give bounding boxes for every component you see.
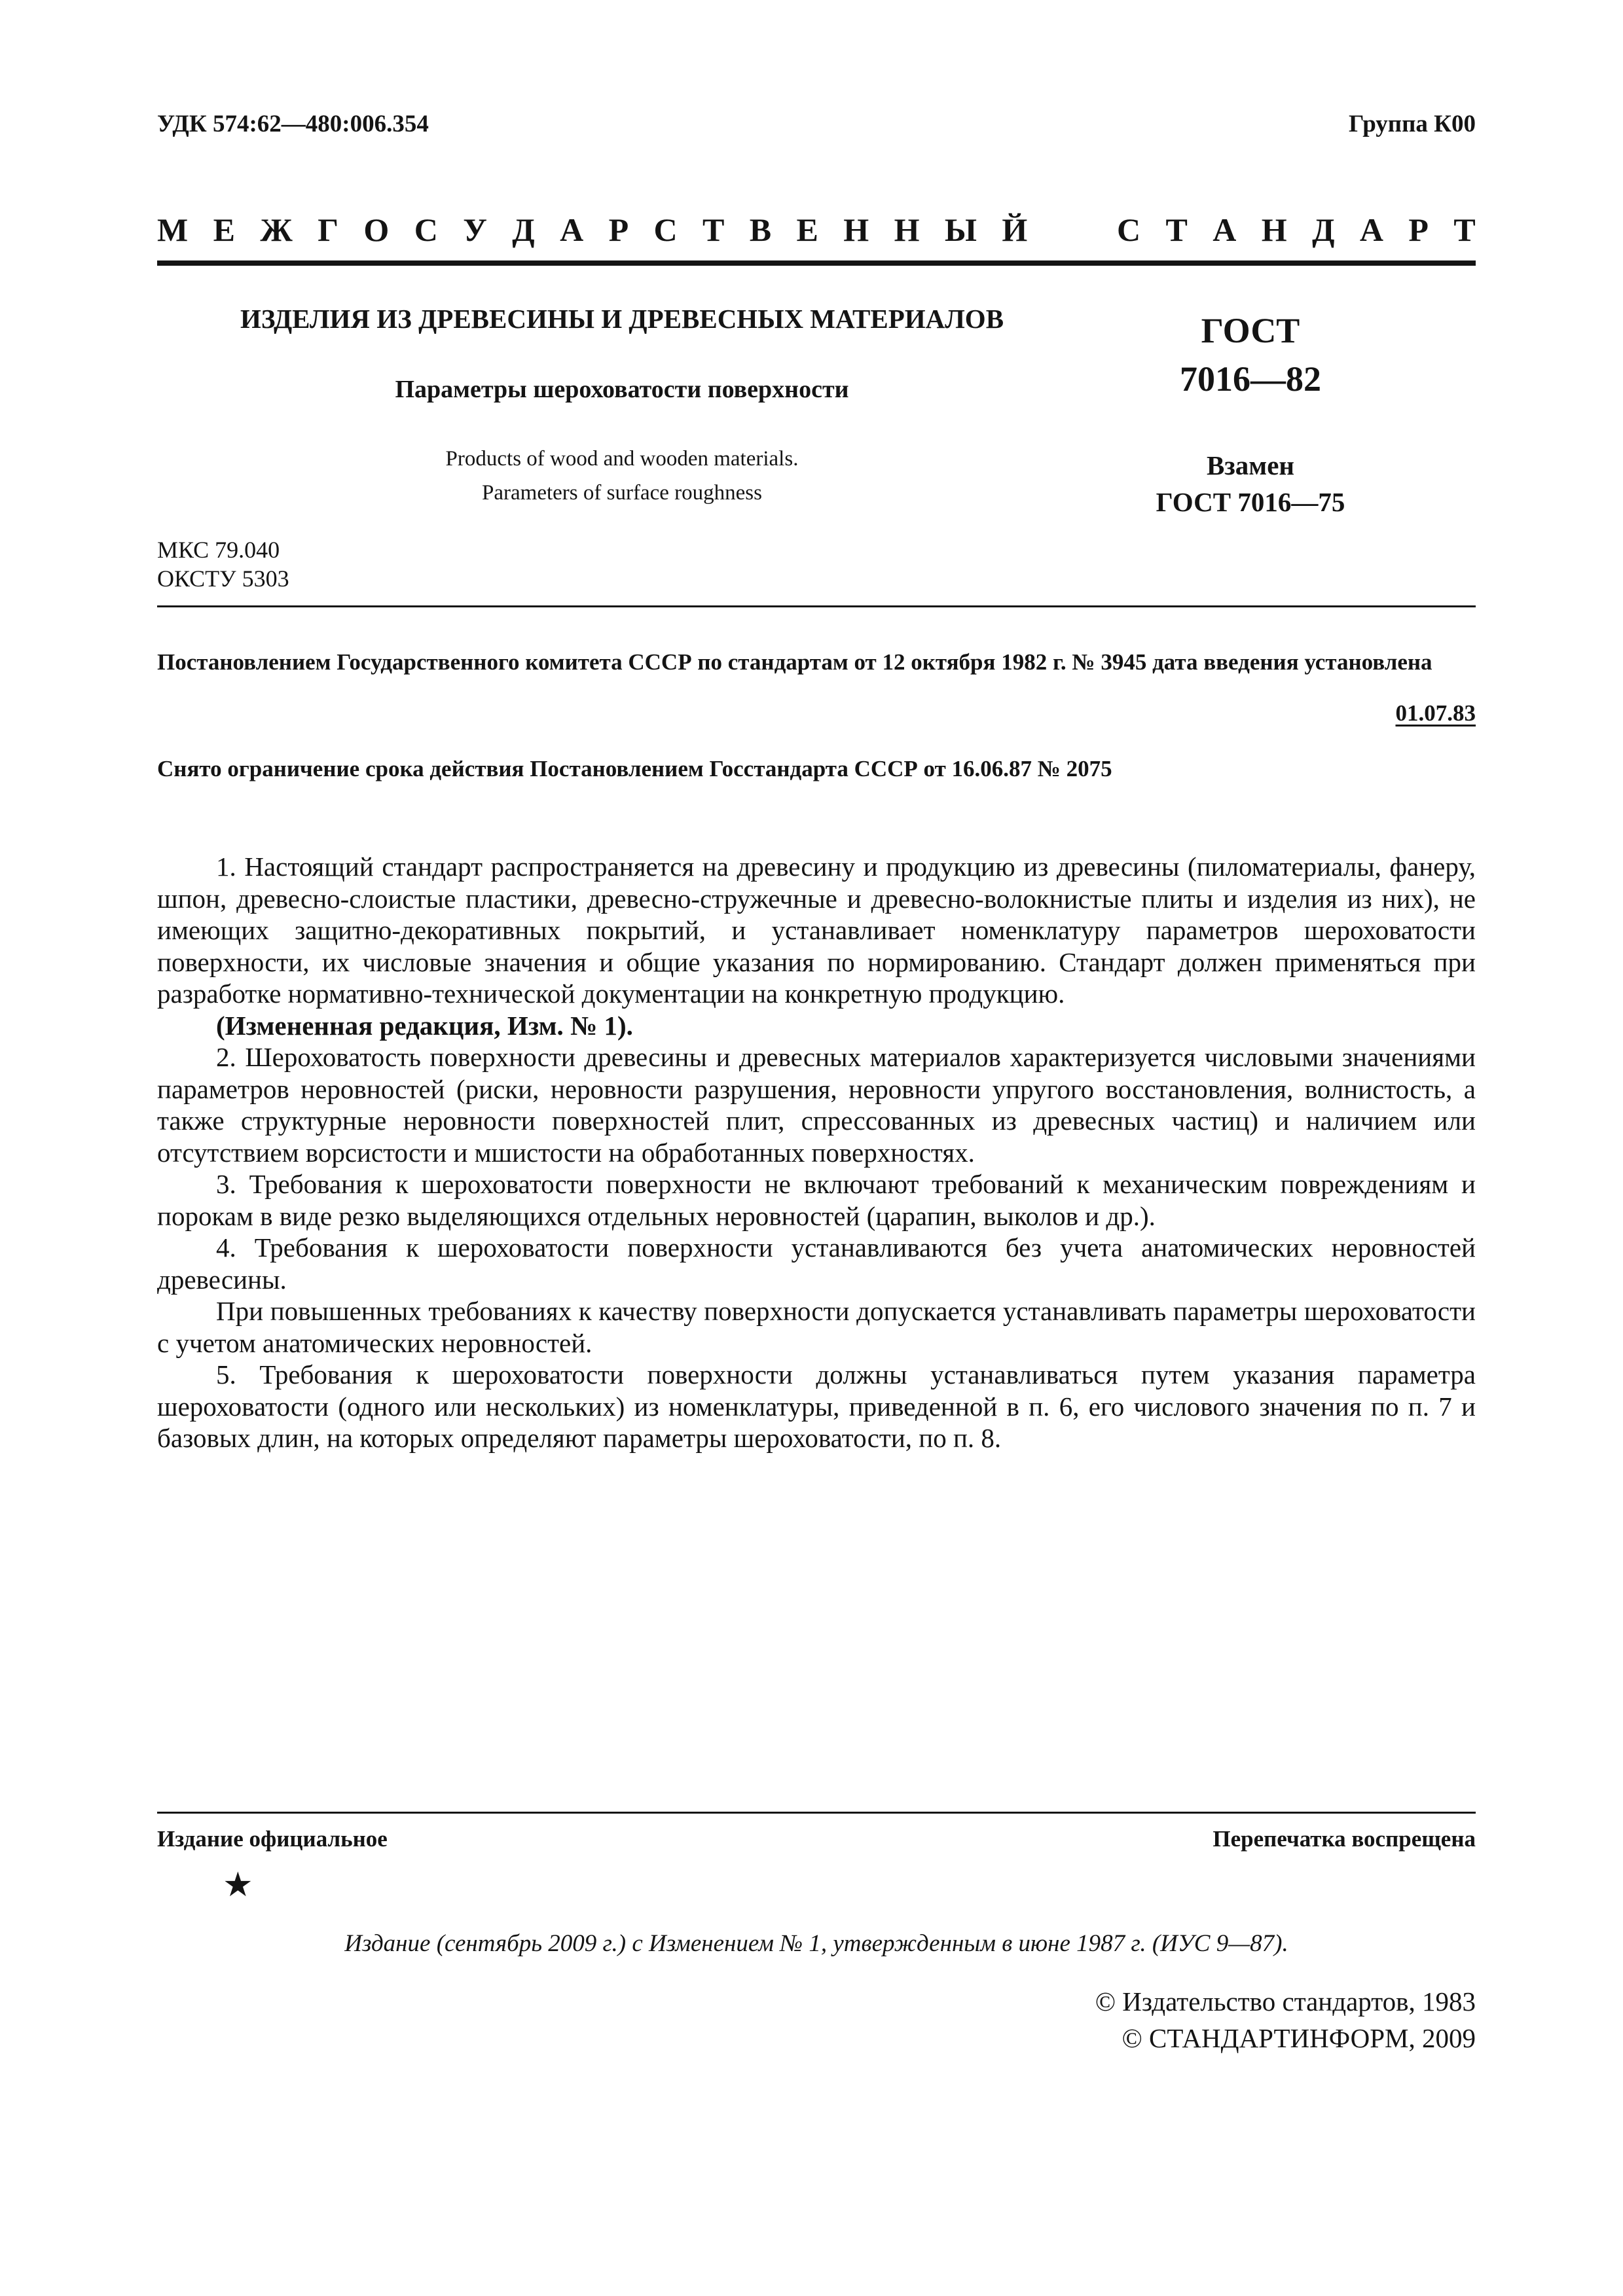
- paragraph-5: 5. Требования к шероховатости поверхности должны устанавливаться путем указания параметра шероховатости (одного или нескольких) из номенклатуры, приведенной в п. 6, его числового значения по п. 7 и базовых длин, на которых определяют параметры шероховатости, по п. 8.: [157, 1359, 1476, 1453]
- heading-letter: В: [749, 211, 772, 248]
- heading-letter: Н: [894, 211, 920, 248]
- heading-letter: Р: [608, 211, 629, 248]
- gost-number: 7016—82: [1180, 359, 1321, 399]
- heading-letter: С: [414, 211, 438, 248]
- paragraph-1: 1. Настоящий стандарт распространяется на древесину и продукцию из древесины (пиломатериалы, фанеру, шпон, древесно-слоистые пластики, древесно-стружечные и древесно-волокнистые плиты и изделия из них), не имеющих защитно-декоративных покрытий, и устанавливает номенклатуру параметров шероховатости поверхности, их числовые значения и общие указания по нормированию. Стандарт должен применяться при разработке нормативно-технической документации на конкретную продукцию.: [157, 852, 1476, 1009]
- heading-letter: Н: [1261, 211, 1287, 248]
- okstu-code: ОКСТУ 5303: [157, 565, 289, 592]
- heading-letter: Е: [213, 211, 235, 248]
- heading-letter: Т: [702, 211, 725, 248]
- english-title-line1: Products of wood and wooden materials.: [445, 447, 799, 471]
- heading-letter: Т: [1165, 211, 1188, 248]
- heading-letter: Д: [512, 211, 535, 248]
- copyright-line-2: © СТАНДАРТИНФОРМ, 2009: [1122, 2023, 1476, 2053]
- heading-letter: С: [1117, 211, 1141, 248]
- paragraph-4: 4. Требования к шероховатости поверхности устанавливаются без учета анатомических неровностей древесины.: [157, 1232, 1476, 1295]
- group-code: Группа К00: [1348, 111, 1476, 137]
- official-edition-label: Издание официальное: [157, 1826, 388, 1852]
- heading-letter: А: [560, 211, 584, 248]
- introduction-date: 01.07.83: [1395, 700, 1476, 726]
- paragraph-2: 2. Шероховатость поверхности древесины и древесных материалов характеризуется числовыми значениями параметров неровностей (риски, неровности разрушения, неровности упругого восстановления, волнистость, а также структурные неровности поверхностей плит, спрессованных из древесных частиц) и наличием или отсутствием ворсистости и мшистости на обработанных поверхностях.: [157, 1042, 1476, 1168]
- heading-word-gap: [1053, 211, 1092, 249]
- reprint-prohibited-label: Перепечатка воспрещена: [1213, 1826, 1476, 1852]
- heading-letter: О: [363, 211, 390, 248]
- limitation-note: Снято ограничение срока действия Постановлением Госстандарта СССР от 16.06.87 № 2075: [157, 756, 1112, 781]
- interstate-standard-heading: [157, 211, 1476, 249]
- classification-codes: [157, 535, 289, 593]
- heading-letter: Т: [1453, 211, 1476, 248]
- gost-label: ГОСТ: [1201, 311, 1300, 350]
- document-title: ИЗДЕЛИЯ ИЗ ДРЕВЕСИНЫ И ДРЕВЕСНЫХ МАТЕРИАЛОВ: [240, 304, 1004, 334]
- heading-letter: М: [157, 211, 189, 248]
- header-rule: [157, 260, 1476, 266]
- edition-note: Издание (сентябрь 2009 г.) с Изменением № 1, утвержденным в июне 1987 г. (ИУС 9—87).: [344, 1930, 1288, 1957]
- amendment-note: (Измененная редакция, Изм. № 1).: [216, 1010, 633, 1041]
- english-title: [157, 442, 1087, 510]
- mks-code: МКС 79.040: [157, 537, 280, 563]
- udk-code: УДК 574:62—480:006.354: [157, 111, 429, 137]
- heading-letter: Д: [1312, 211, 1335, 248]
- paragraph-3: 3. Требования к шероховатости поверхности не включают требований к механическим повреждениям и порокам в виде резко выделяющихся отдельных неровностей (царапин, выколов и др.).: [157, 1169, 1476, 1231]
- heading-letter: Р: [1408, 211, 1429, 248]
- heading-letter: Е: [796, 211, 818, 248]
- heading-letter: А: [1359, 211, 1383, 248]
- heading-letter: Й: [1002, 211, 1028, 248]
- resolution-text: Постановлением Государственного комитета СССР по стандартам от 12 октября 1982 г. № 3945 дата введения установлена: [157, 649, 1432, 675]
- replaces-number: ГОСТ 7016—75: [1156, 487, 1345, 517]
- replaces-label: Взамен: [1206, 450, 1295, 480]
- copyright-line-1: © Издательство стандартов, 1983: [1095, 1986, 1476, 2017]
- heading-letter: А: [1213, 211, 1237, 248]
- document-subtitle: Параметры шероховатости поверхности: [395, 376, 849, 403]
- english-title-line2: Parameters of surface roughness: [482, 481, 762, 505]
- star-icon: ★: [223, 1867, 253, 1904]
- title-rule: [157, 605, 1476, 607]
- gost-number-block: [1087, 306, 1414, 403]
- heading-letter: У: [463, 211, 487, 248]
- replaces-block: [1087, 447, 1414, 520]
- body-text: [157, 851, 1476, 1454]
- copyright-block: [1095, 1983, 1476, 2056]
- heading-letter: Ы: [944, 211, 977, 248]
- heading-letter: Н: [843, 211, 869, 248]
- heading-letter: Ж: [260, 211, 293, 248]
- footer-rule: [157, 1812, 1476, 1814]
- paragraph-4b: При повышенных требованиях к качеству поверхности допускается устанавливать параметры шероховатости с учетом анатомических неровностей.: [157, 1296, 1476, 1358]
- heading-letter: Г: [318, 211, 338, 248]
- heading-letter: С: [653, 211, 678, 248]
